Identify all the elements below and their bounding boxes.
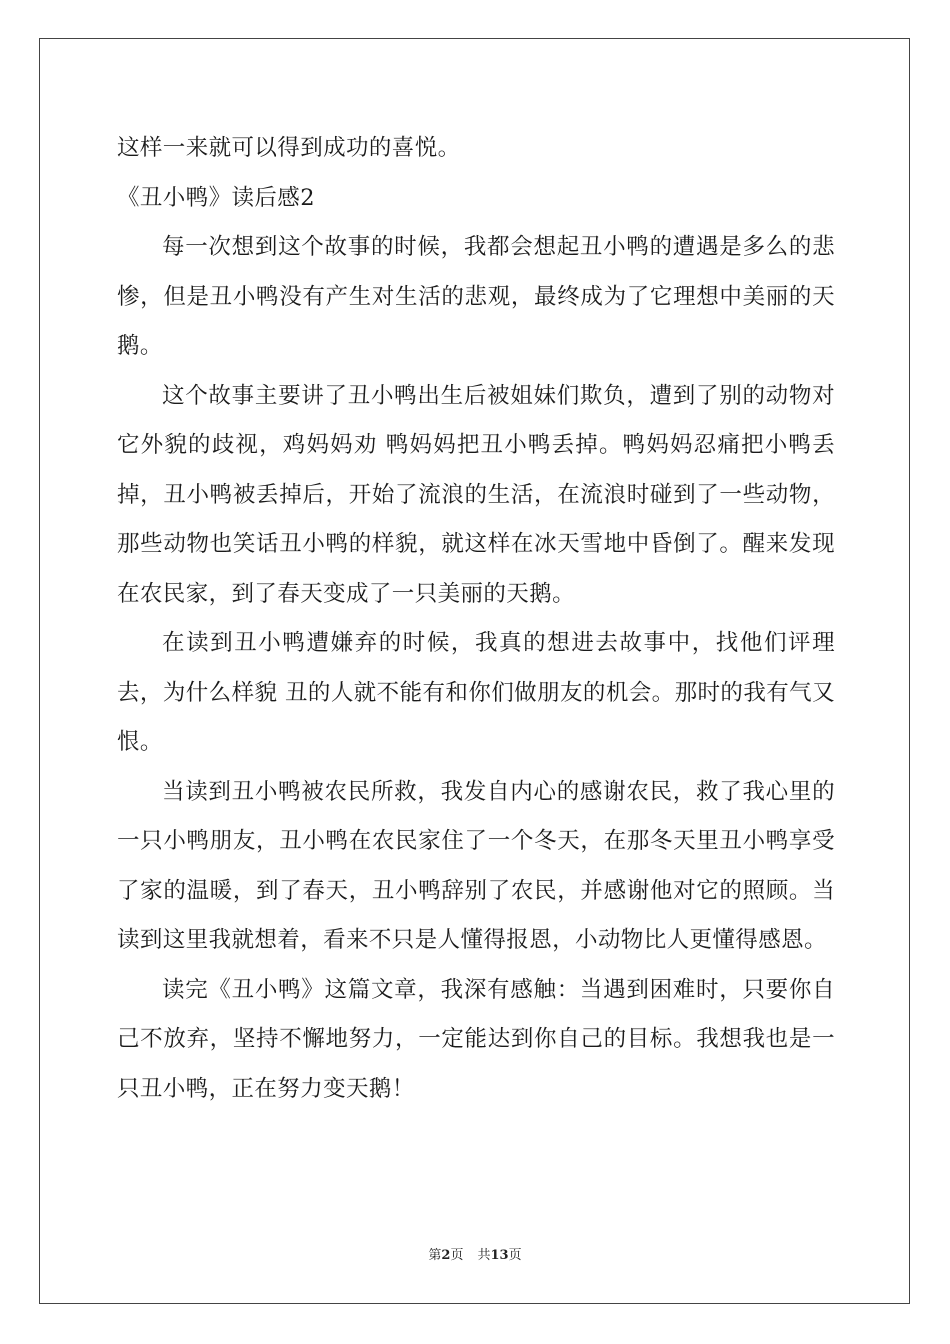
page-label-suffix: 页 (450, 1248, 464, 1263)
paragraph: 读完《丑小鸭》这篇文章，我深有感触：当遇到困难时，只要你自己不放弃，坚持不懈地努力，一定能达到你自己的目标。我想我也是一只丑小鸭，正在努力变天鹅！ (117, 976, 835, 1102)
paragraph: 在读到丑小鸭遭嫌弃的时候，我真的想进去故事中，找他们评理去，为什么样貌 丑的人就不能有和你们做朋友的机会。那时的我有气又恨。 (117, 630, 835, 755)
paragraph: 这个故事主要讲了丑小鸭出生后被姐妹们欺负，遭到了别的动物对它外貌的歧视，鸡妈妈劝 鸭妈妈把丑小鸭丢掉。鸭妈妈忍痛把小鸭丢掉，丑小鸭被丢掉后，开始了流浪的生活，在流浪时碰到了一些动物，那些动物也笑话丑小鸭的样貌，就这样在冰天雪地中昏倒了。醒来发现在农民家，到了春天变成了一只美丽的天鹅。 (117, 382, 835, 607)
page-label-prefix: 第 (428, 1248, 442, 1263)
total-pages: 13 (490, 1248, 509, 1263)
paragraph: 每一次想到这个故事的时候，我都会想起丑小鸭的遭遇是多么的悲惨，但是丑小鸭没有产生对生活的悲观，最终成为了它理想中美丽的天鹅。 (117, 234, 835, 359)
total-label-suffix: 页 (508, 1248, 522, 1263)
section-heading: 《丑小鸭》读后感2 (117, 184, 315, 211)
page-footer (0, 1248, 950, 1264)
paragraph: 这样一来就可以得到成功的喜悦。 (117, 135, 461, 161)
page-number: 2 (441, 1248, 451, 1263)
paragraph: 当读到丑小鸭被农民所救，我发自内心的感谢农民，救了我心里的一只小鸭朋友，丑小鸭在农民家住了一个冬天，在那冬天里丑小鸭享受了家的温暖，到了春天，丑小鸭辞别了农民，并感谢他对它的照顾。当读到这里我就想着，看来不只是人懂得报恩，小动物比人更懂得感恩。 (117, 778, 835, 953)
total-label-prefix: 共 (477, 1248, 491, 1263)
document-body (117, 124, 835, 1114)
